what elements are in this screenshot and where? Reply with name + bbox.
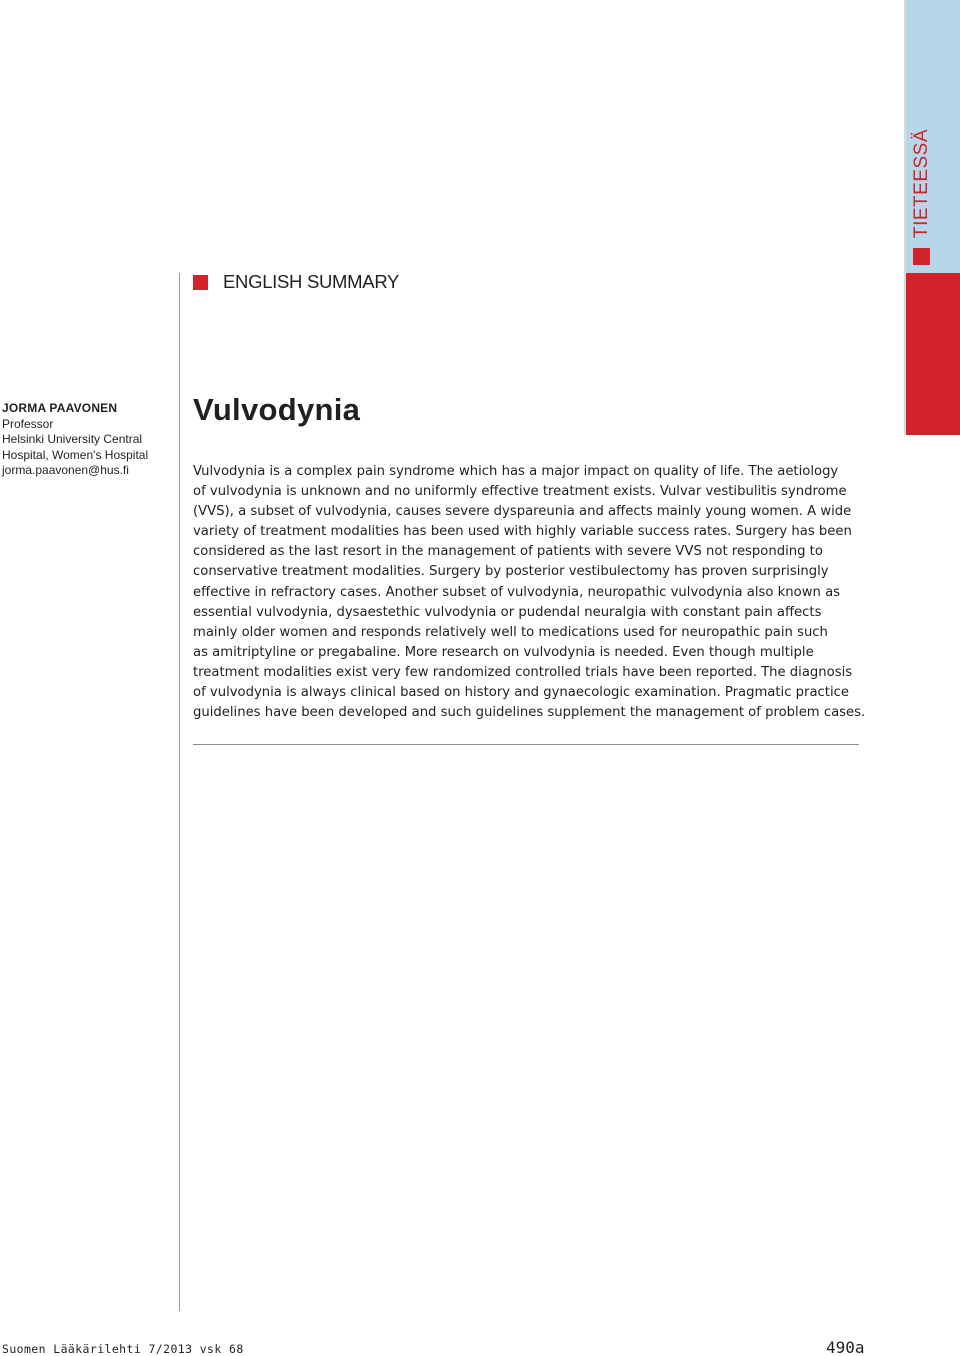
section-tab-label: TIETEESSÄ <box>911 128 932 238</box>
abstract-end-rule <box>193 744 859 745</box>
abstract-line: Vulvodynia is a complex pain syndrome which has a major impact on quality of life. The aetiology <box>193 464 839 479</box>
author-affiliation-line-1: Helsinki University Central <box>2 432 143 446</box>
author-email[interactable]: jorma.paavonen@hus.fi <box>2 463 129 477</box>
abstract-line: of vulvodynia is always clinical based on history and gynaecologic examination. Pragmatic practice <box>193 685 849 701</box>
author-name: JORMA PAAVONEN <box>2 401 118 415</box>
section-square-icon <box>193 275 208 290</box>
author-block <box>2 401 174 479</box>
article-title: Vulvodynia <box>193 392 361 427</box>
abstract-line: considered as the last resort in the management of patients with severe VVS not responding to <box>193 544 823 560</box>
abstract-line: variety of treatment modalities has been used with highly variable success rates. Surgery has been <box>193 524 852 540</box>
abstract-line: effective in refractory cases. Another subset of vulvodynia, neuropathic vulvodynia also known as <box>193 584 841 600</box>
author-affiliation-line-2: Hospital, Women's Hospital <box>2 447 149 462</box>
abstract-line: essential vulvodynia, dysaestethic vulvodynia or pudendal neuralgia with constant pain affects <box>193 604 822 620</box>
section-tab-square-icon <box>913 248 930 265</box>
abstract <box>193 462 866 723</box>
abstract-line: conservative treatment modalities. Surgery by posterior vestibulectomy has proven surprisingly <box>193 564 829 580</box>
abstract-line: as amitriptyline or pregabaline. More research on vulvodynia is needed. Even though multiple <box>193 644 814 660</box>
journal-footer: Suomen Lääkärilehti 7/2013 vsk 68 <box>2 1342 244 1356</box>
column-divider <box>179 273 180 1311</box>
abstract-line: of vulvodynia is unknown and no uniformly effective treatment exists. Vulvar vestibulitis syndrome <box>193 484 847 500</box>
abstract-line: guidelines have been developed and such guidelines supplement the management of problem cases. <box>193 705 866 721</box>
page-number: 490a <box>826 1338 865 1356</box>
abstract-line: treatment modalities exist very few randomized controlled trials have been reported. The diagnosis <box>193 664 853 680</box>
section-label: ENGLISH SUMMARY <box>223 271 400 292</box>
abstract-line: (VVS), a subset of vulvodynia, causes severe dyspareunia and affects mainly young women. A wide <box>193 504 852 520</box>
author-title: Professor <box>2 416 54 431</box>
section-tab-accent <box>906 273 960 435</box>
abstract-line: mainly older women and responds relatively well to medications used for neuropathic pain such <box>193 624 828 640</box>
